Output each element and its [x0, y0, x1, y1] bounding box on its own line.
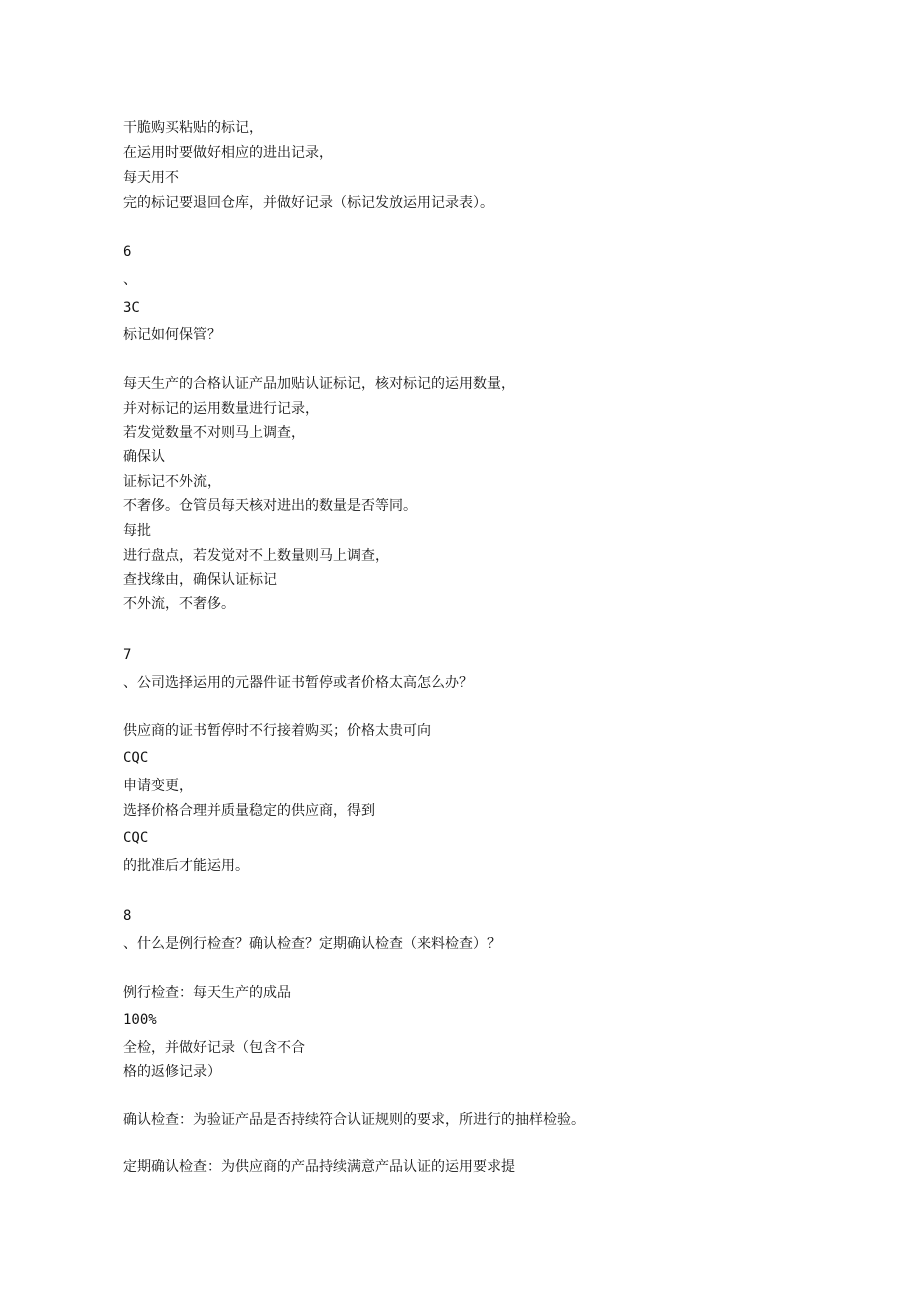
text-line: CQC: [123, 750, 149, 766]
text-line: 全检，并做好记录（包含不合: [123, 1040, 305, 1056]
section-number: 7: [123, 647, 132, 663]
text-line: 进行盘点，若发觉对不上数量则马上调查，: [123, 548, 389, 564]
text-line: 3C: [123, 300, 140, 316]
text-line: 确认检查：为验证产品是否持续符合认证规则的要求，所进行的抽样检验。: [123, 1112, 585, 1128]
text-line: 格的返修记录）: [123, 1064, 221, 1080]
text-line: CQC: [123, 830, 149, 846]
text-line: 每天用不: [123, 170, 179, 186]
text-line: 在运用时要做好相应的进出记录，: [123, 145, 333, 161]
text-line: 、: [123, 272, 137, 288]
section-heading: 、什么是例行检查？确认检查？定期确认检查（来料检查）？: [123, 936, 501, 952]
text-line: 每天生产的合格认证产品加贴认证标记，核对标记的运用数量，: [123, 376, 515, 392]
text-line: 干脆购买粘贴的标记，: [123, 120, 263, 136]
text-line: 100%: [123, 1012, 157, 1028]
text-line: 每批: [123, 523, 151, 539]
section-heading: 标记如何保管？: [123, 327, 221, 343]
text-line: 不奢侈。仓管员每天核对进出的数量是否等同。: [123, 498, 417, 514]
text-line: 的批准后才能运用。: [123, 858, 249, 874]
text-line: 完的标记要退回仓库，并做好记录（标记发放运用记录表）。: [123, 195, 494, 211]
text-line: 确保认: [123, 449, 165, 465]
text-line: 不外流，不奢侈。: [123, 596, 235, 612]
text-line: 定期确认检查：为供应商的产品持续满意产品认证的运用要求提: [123, 1159, 515, 1175]
text-line: 申请变更，: [123, 778, 193, 794]
text-line: 供应商的证书暂停时不行接着购买；价格太贵可向: [123, 723, 431, 739]
section-number: 6: [123, 244, 132, 260]
text-line: 若发觉数量不对则马上调查，: [123, 425, 305, 441]
text-line: 证标记不外流，: [123, 474, 221, 490]
text-line: 例行检查：每天生产的成品: [123, 985, 291, 1001]
text-line: 并对标记的运用数量进行记录，: [123, 401, 319, 417]
section-heading: 、公司选择运用的元器件证书暂停或者价格太高怎么办？: [123, 675, 473, 691]
text-line: 选择价格合理并质量稳定的供应商，得到: [123, 803, 375, 819]
section-number: 8: [123, 908, 132, 924]
text-line: 查找缘由，确保认证标记: [123, 572, 277, 588]
